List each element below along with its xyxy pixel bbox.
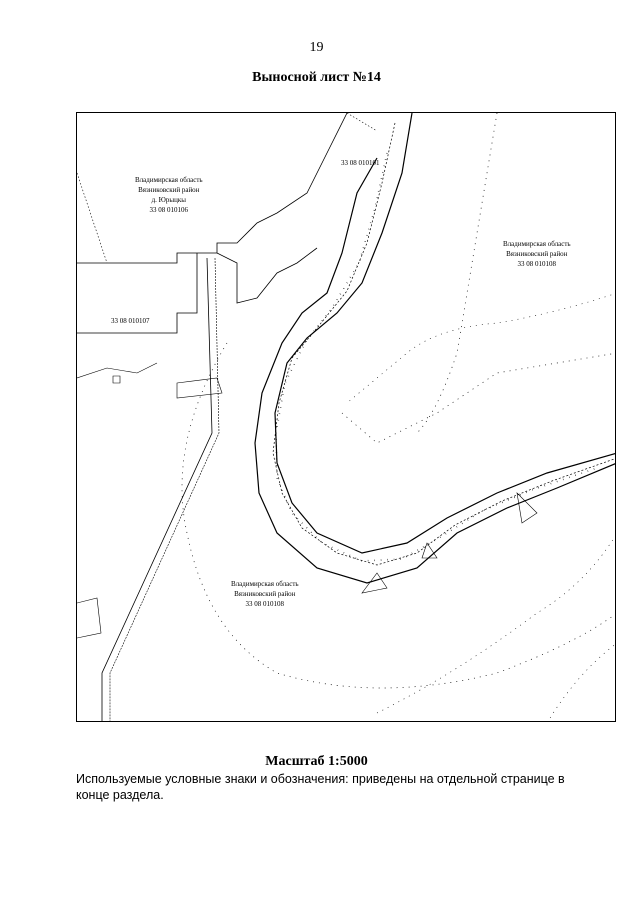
river-track bbox=[273, 123, 616, 565]
river-bank-inner bbox=[275, 113, 616, 553]
scale-title: Масштаб 1:5000 bbox=[265, 754, 368, 769]
parcel-boundary-upper bbox=[77, 113, 347, 263]
river-bank-outer bbox=[255, 158, 616, 583]
fenced-plot bbox=[77, 598, 101, 638]
contour-line-5 bbox=[377, 533, 616, 713]
area-label-line: Владимирская область bbox=[135, 176, 203, 184]
contour-line-4 bbox=[347, 293, 616, 403]
bank-features bbox=[362, 493, 537, 593]
area-label-line: Владимирская область bbox=[231, 580, 299, 588]
area-label-east bbox=[503, 239, 571, 269]
area-label-line: 33 08 010108 bbox=[517, 260, 557, 268]
area-label-line: д. Юрыцкы bbox=[151, 196, 186, 204]
area-label-line: Владимирская область bbox=[503, 240, 571, 248]
dotted-boundary-top bbox=[347, 113, 377, 131]
area-label-line: 33 08 010106 bbox=[149, 206, 189, 214]
area-label-line: Вязниковский район bbox=[138, 186, 200, 194]
parcel-label-010107: 33 08 010107 bbox=[111, 317, 150, 325]
sheet-title: Выносной лист №14 bbox=[252, 70, 381, 85]
road-edge-left bbox=[102, 258, 212, 722]
pocket-boundary bbox=[217, 248, 317, 303]
contour-line-3 bbox=[342, 353, 616, 443]
contour-line-2 bbox=[417, 113, 497, 433]
small-outline bbox=[177, 378, 222, 398]
area-label-south bbox=[231, 579, 299, 609]
small-box bbox=[113, 376, 120, 383]
page-number: 19 bbox=[309, 40, 324, 55]
legend-note: Используемые условные знаки и обозначения: приведены на отдельной странице в конце раздела. bbox=[76, 772, 565, 802]
map-frame[interactable] bbox=[76, 112, 616, 722]
dotted-boundary bbox=[77, 173, 107, 263]
contour-line-6 bbox=[547, 643, 616, 722]
area-label-yurytsky bbox=[135, 175, 203, 215]
road-edge-right bbox=[110, 258, 219, 722]
contour-line-1 bbox=[182, 343, 616, 688]
area-label-line: Вязниковский район bbox=[506, 250, 568, 258]
parcel-label-010101: 33 08 010101 bbox=[341, 159, 380, 167]
area-label-line: Вязниковский район bbox=[234, 590, 296, 598]
river-track-dots bbox=[276, 153, 597, 561]
area-label-line: 33 08 010108 bbox=[245, 600, 285, 608]
